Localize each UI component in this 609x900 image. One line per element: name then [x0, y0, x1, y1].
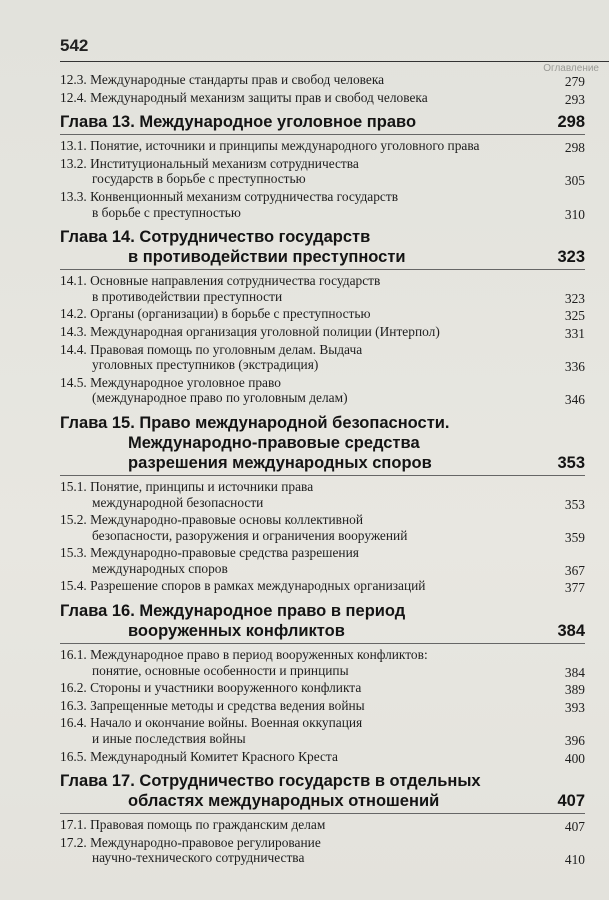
chapter-title-line: Глава 14. Сотрудничество государств — [60, 228, 371, 247]
chapter-rule — [60, 643, 585, 644]
page-ref: 298 — [564, 140, 585, 156]
section-title-line: 17.1. Правовая помощь по гражданским делам — [60, 817, 326, 833]
page-ref: 331 — [564, 325, 585, 341]
page-number: 542 — [60, 36, 89, 55]
page-ref: 367 — [564, 562, 585, 578]
section-title-line: в борьбе с преступностью — [92, 204, 241, 220]
page-ref: 400 — [564, 750, 585, 766]
page-ref: 377 — [564, 580, 585, 596]
section-title-line: понятие, основные особенности и принципы — [92, 662, 349, 678]
page-ref: 346 — [564, 392, 585, 408]
chapter-entry — [60, 112, 585, 132]
section-entry — [60, 479, 585, 510]
section-title-line: 16.3. Запрещенные методы и средства ведения войны — [60, 697, 365, 713]
page-ref: 407 — [557, 792, 585, 811]
section-entry — [60, 680, 585, 696]
section-entry — [60, 545, 585, 576]
section-title-line: 15.4. Разрешение споров в рамках международных организаций — [60, 578, 426, 594]
section-title-line: 13.3. Конвенционный механизм сотрудничества государств — [60, 188, 399, 204]
section-entry — [60, 375, 585, 406]
section-title-line: уголовных преступников (экстрадиция) — [92, 357, 319, 373]
chapter-rule — [60, 813, 585, 814]
section-entry — [60, 512, 585, 543]
section-entry — [60, 342, 585, 373]
section-entry — [60, 835, 585, 866]
section-title-line: 15.3. Международно-правовые средства разрешения — [60, 545, 359, 561]
section-title-line: 14.3. Международная организация уголовной полиции (Интерпол) — [60, 323, 440, 339]
chapter-title-line: областях международных отношений — [128, 792, 440, 811]
section-entry — [60, 90, 585, 106]
chapter-title-line: вооруженных конфликтов — [128, 622, 345, 641]
chapter-entry — [60, 601, 585, 641]
chapter-rule — [60, 134, 585, 135]
section-title-line: государств в борьбе с преступностью — [92, 171, 306, 187]
page-ref: 336 — [564, 359, 585, 375]
section-title-line: 16.5. Международный Комитет Красного Креста — [60, 748, 338, 764]
page-ref: 384 — [564, 664, 585, 680]
section-title-line: в противодействии преступности — [92, 288, 283, 304]
page-ref: 393 — [564, 699, 585, 715]
header-rule — [60, 61, 609, 62]
section-title-line: и иные последствия войны — [92, 731, 246, 747]
section-title-line: научно-технического сотрудничества — [92, 850, 305, 866]
page-ref: 384 — [557, 622, 585, 641]
section-title-line: 16.1. Международное право в период вооруженных конфликтов: — [60, 647, 428, 663]
page-ref: 396 — [564, 733, 585, 749]
page-ref: 279 — [564, 74, 585, 89]
chapter-title-line: в противодействии преступности — [128, 248, 406, 267]
chapter-rule — [60, 269, 585, 270]
section-title-line: международных споров — [92, 560, 228, 576]
section-entry — [60, 749, 585, 765]
section-title-line: безопасности, разоружения и ограничения вооружений — [92, 527, 408, 543]
section-entry — [60, 189, 585, 220]
page-ref: 323 — [564, 290, 585, 306]
page-ref: 325 — [564, 308, 585, 324]
section-title-line: международной безопасности — [92, 494, 264, 510]
page-ref: 410 — [564, 852, 585, 868]
page-ref: 323 — [557, 248, 585, 267]
section-title-line: 12.3. Международные стандарты прав и свобод человека — [60, 72, 385, 87]
chapter-title-line: разрешения международных споров — [128, 453, 432, 472]
chapter-rule — [60, 475, 585, 476]
page-ref: 305 — [564, 173, 585, 189]
section-entry — [60, 817, 585, 833]
section-entry — [60, 273, 585, 304]
section-title-line: 15.1. Понятие, принципы и источники права — [60, 478, 314, 494]
page-ref: 310 — [564, 206, 585, 222]
section-entry — [60, 647, 585, 678]
chapter-title-line: Глава 17. Сотрудничество государств в отдельных — [60, 772, 481, 791]
section-title-line: (международное право по уголовным делам) — [92, 390, 348, 406]
section-title-line: 13.2. Институциональный механизм сотрудничества — [60, 155, 359, 171]
section-entry — [60, 324, 585, 340]
section-title-line: 15.2. Международно-правовые основы коллективной — [60, 512, 364, 528]
section-title-line: 14.1. Основные направления сотрудничества государств — [60, 273, 381, 289]
section-title-line: 13.1. Понятие, источники и принципы международного уголовного права — [60, 138, 480, 154]
chapter-title-line: Международно-правовые средства — [128, 433, 420, 452]
page-ref: 353 — [557, 453, 585, 472]
page-ref: 298 — [557, 113, 585, 132]
chapter-title-line: Глава 16. Международное право в период — [60, 602, 406, 621]
page-ref: 407 — [564, 819, 585, 835]
section-entry — [60, 578, 585, 594]
chapter-entry — [60, 771, 585, 811]
section-title-line: 14.4. Правовая помощь по уголовным делам. Выдача — [60, 341, 363, 357]
page-ref: 293 — [564, 91, 585, 107]
chapter-entry — [60, 413, 585, 473]
section-entry — [60, 156, 585, 187]
chapter-title-line: Глава 13. Международное уголовное право — [60, 113, 417, 132]
section-title-line: 12.4. Международный механизм защиты прав и свобод человека — [60, 89, 428, 105]
table-of-contents — [60, 72, 585, 868]
section-entry — [60, 138, 585, 154]
page-ref: 389 — [564, 682, 585, 698]
section-title-line: 14.2. Органы (организации) в борьбе с преступностью — [60, 306, 371, 322]
section-title-line: 16.4. Начало и окончание войны. Военная оккупация — [60, 715, 363, 731]
page-ref: 359 — [564, 529, 585, 545]
section-entry — [60, 698, 585, 714]
section-entry — [60, 72, 585, 88]
section-title-line: 16.2. Стороны и участники вооруженного конфликта — [60, 680, 362, 696]
chapter-entry — [60, 227, 585, 267]
section-entry — [60, 306, 585, 322]
running-head: Оглавление — [543, 63, 599, 74]
section-title-line: 14.5. Международное уголовное право — [60, 374, 281, 390]
section-entry — [60, 715, 585, 749]
chapter-title-line: Глава 15. Право международной безопасности. — [60, 413, 450, 432]
page-ref: 353 — [564, 496, 585, 512]
section-title-line: 17.2. Международно-правовое регулирование — [60, 834, 321, 850]
